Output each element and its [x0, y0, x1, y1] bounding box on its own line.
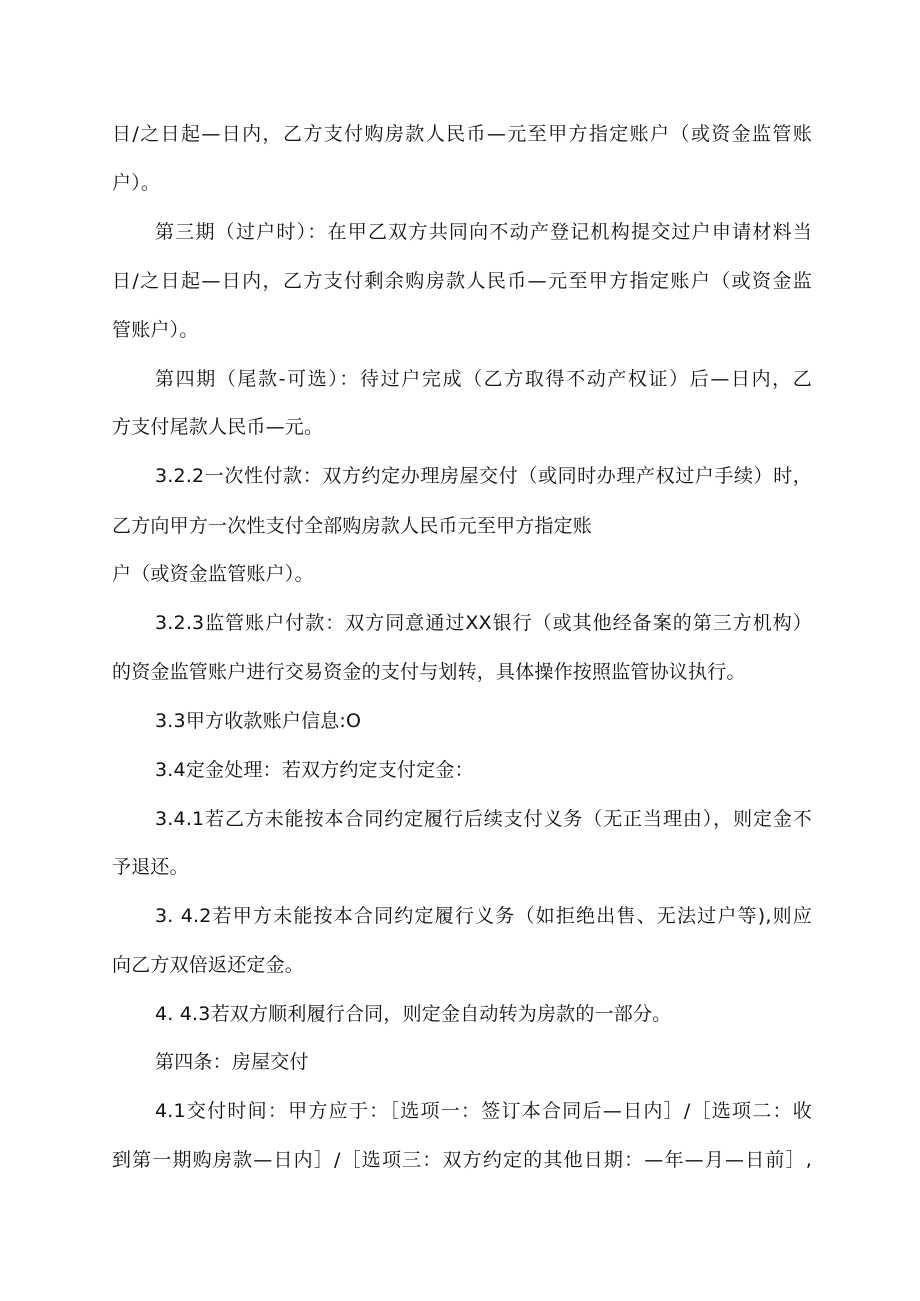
- paragraph-line: 向乙方双倍返还定金。: [112, 954, 305, 976]
- paragraph-line: 3.4定金处理：若双方约定支付定金：: [155, 759, 474, 781]
- paragraph-line: 3.3甲方收款账户信息:O: [155, 710, 362, 732]
- paragraph-line: 管账户）。: [112, 319, 199, 341]
- paragraph-line: 乙方向甲方一次性支付全部购房款人民币元至甲方指定账: [112, 515, 593, 537]
- paragraph-line: 方支付尾款人民币—元。: [112, 416, 324, 438]
- paragraph-line: 第四期（尾款-可选）：待过户完成（乙方取得不动产权证）后—日内，乙: [155, 368, 812, 390]
- paragraph-line: 4. 4.3若双方顺利履行合同，则定金自动转为房款的一部分。: [155, 1003, 672, 1025]
- section-heading: 第四条：房屋交付: [155, 1051, 309, 1073]
- paragraph-line: 3.2.2一次性付款：双方约定办理房屋交付（或同时办理产权过户手续）时，: [155, 465, 812, 487]
- paragraph-line: 户）。: [112, 172, 161, 194]
- paragraph-line: 4.1交付时间：甲方应于：［选项一：签订本合同后—日内］/［选项二：收: [155, 1100, 812, 1122]
- paragraph-line: 3.2.3监管账户付款：双方同意通过XX银行（或其他经备案的第三方机构）: [155, 612, 812, 634]
- paragraph-line: 第三期（过户时）：在甲乙双方共同向不动产登记机构提交过户申请材料当: [155, 221, 812, 243]
- paragraph-line: 日/之日起—日内，乙方支付购房款人民币—元至甲方指定账户（或资金监管账: [112, 123, 812, 145]
- paragraph-line: 户（或资金监管账户）。: [112, 563, 314, 585]
- paragraph-line: 日/之日起—日内，乙方支付剩余购房款人民币—元至甲方指定账户（或资金监: [112, 270, 812, 292]
- paragraph-line: 予退还。: [112, 856, 189, 878]
- paragraph-line: 3.4.1若乙方未能按本合同约定履行后续支付义务（无正当理由），则定金不: [155, 808, 812, 830]
- paragraph-line: 到第一期购房款—日内］/［选项三：双方约定的其他日期：—年—月—日前］,: [112, 1149, 812, 1171]
- paragraph-line: 的资金监管账户进行交易资金的支付与划转，具体操作按照监管协议执行。: [112, 661, 746, 683]
- paragraph-line: 3. 4.2若甲方未能按本合同约定履行义务（如拒绝出售、无法过户等),则应: [155, 905, 812, 927]
